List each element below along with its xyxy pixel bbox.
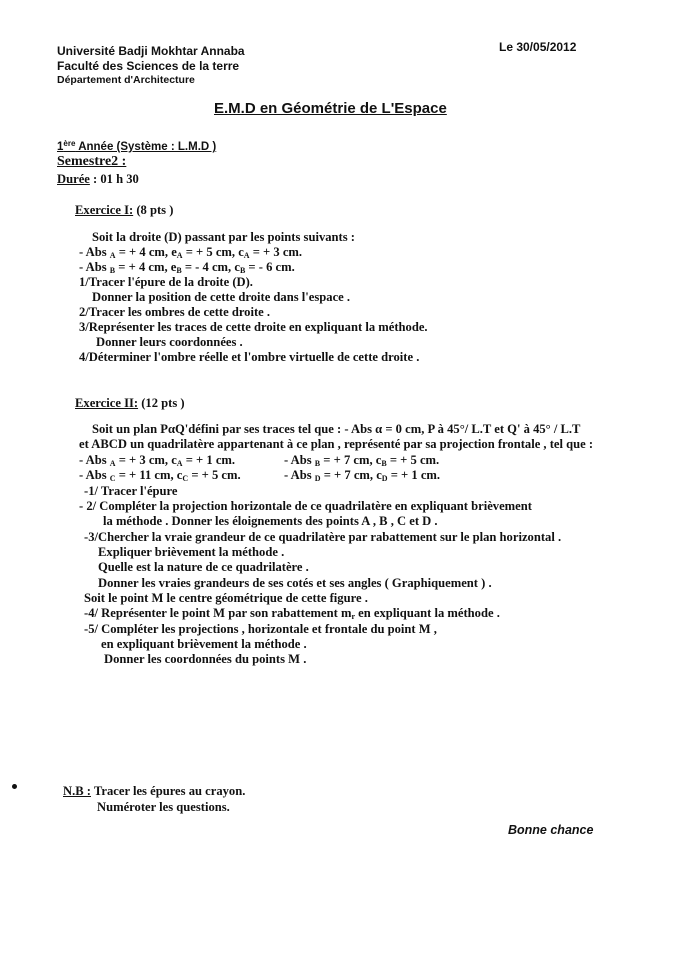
university-name: Université Badji Mokhtar Annaba (57, 44, 245, 58)
nb-line-1: N.B : Tracer les épures au crayon. (63, 784, 246, 798)
point-d-row: - Abs $_D$ = + 7 cm, $c_D$ = + 1 cm. (284, 468, 441, 483)
exercise-2-intro-2: et ABCD un quadrilatère appartenant à ce plan , représenté par sa projection frontale , tel que : (79, 437, 594, 451)
exercise-1-heading: Exercice I: (8 pts ) (75, 203, 174, 217)
ex1-question-1: 1/Tracer l'épure de la droite (D). (79, 275, 253, 289)
ex2-question-3c: Quelle est la nature de ce quadrilatère . (98, 560, 309, 574)
ex2-question-4: -4/ Représenter le point M par son rabattement $m_r$ en expliquant la méthode . (84, 606, 500, 621)
ex2-question-2b: la méthode . Donner les éloignements des points A , B , C et D . (103, 514, 438, 528)
ex2-question-5c: Donner les coordonnées du points M . (104, 652, 307, 666)
faculty-name: Faculté des Sciences de la terre (57, 59, 240, 73)
point-m-definition: Soit le point M le centre géométrique de cette figure . (84, 591, 368, 605)
ex1-question-3: 3/Représenter les traces de cette droite en expliquant la méthode. (79, 320, 428, 334)
year-system: 1ère Année (Système : L.M.D ) (57, 139, 217, 153)
ex2-question-3b: Expliquer brièvement la méthode . (98, 545, 285, 559)
closing-note: Bonne chance (508, 823, 594, 837)
point-b-data: - Abs $_B$ = + 4 cm, $e_B$ = - 4 cm, $c_B$ = - 6 cm. (79, 260, 295, 275)
ex2-question-5: -5/ Compléter les projections , horizontale et frontale du point M , (84, 622, 437, 636)
ex2-question-1: -1/ Tracer l'épure (84, 484, 178, 498)
ex2-question-5b: en expliquant brièvement la méthode . (101, 637, 307, 651)
ex2-question-2: - 2/ Compléter la projection horizontale de ce quadrilatère en expliquant brièvement (79, 499, 532, 513)
nb-line-2: Numéroter les questions. (97, 800, 230, 814)
ex2-question-3d: Donner les vraies grandeurs de ses cotés et ses angles ( Graphiquement ) . (98, 576, 492, 590)
ex1-question-2: 2/Tracer les ombres de cette droite . (79, 305, 271, 319)
ex1-question-4: 4/Déterminer l'ombre réelle et l'ombre virtuelle de cette droite . (79, 350, 420, 364)
scan-mark (12, 784, 17, 789)
duration: Durée : 01 h 30 (57, 172, 139, 186)
exam-title: E.M.D en Géométrie de L'Espace (214, 100, 447, 117)
point-a-row: - Abs $_A$ = + 3 cm, $c_A$ = + 1 cm. (79, 453, 236, 468)
exercise-2-heading: Exercice II: (12 pts ) (75, 396, 185, 410)
point-c-row: - Abs $_C$ = + 11 cm, $c_C$ = + 5 cm. (79, 468, 241, 483)
department-name: Département d'Architecture (57, 74, 195, 86)
ex1-question-1b: Donner la position de cette droite dans l'espace . (92, 290, 351, 304)
ex2-question-3: -3/Chercher la vraie grandeur de ce quadrilatère par rabattement sur le plan horizontal . (84, 530, 562, 544)
point-a-data: - Abs $_A$ = + 4 cm, $e_A$ = + 5 cm, $c_A$ = + 3 cm. (79, 245, 303, 260)
ex1-question-3b: Donner leurs coordonnées . (96, 335, 243, 349)
exam-date: Le 30/05/2012 (499, 40, 577, 54)
semester: Semestre2 : (57, 154, 127, 169)
point-b-row: - Abs $_B$ = + 7 cm, $c_B$ = + 5 cm. (284, 453, 440, 468)
exercise-1-intro: Soit la droite (D) passant par les points suivants : (92, 230, 355, 244)
exercise-2-intro-1: Soit un plan PαQ'défini par ses traces tel que : - Abs α = 0 cm, P à 45°/ L.T et Q' à 45° / L.T (92, 422, 581, 436)
